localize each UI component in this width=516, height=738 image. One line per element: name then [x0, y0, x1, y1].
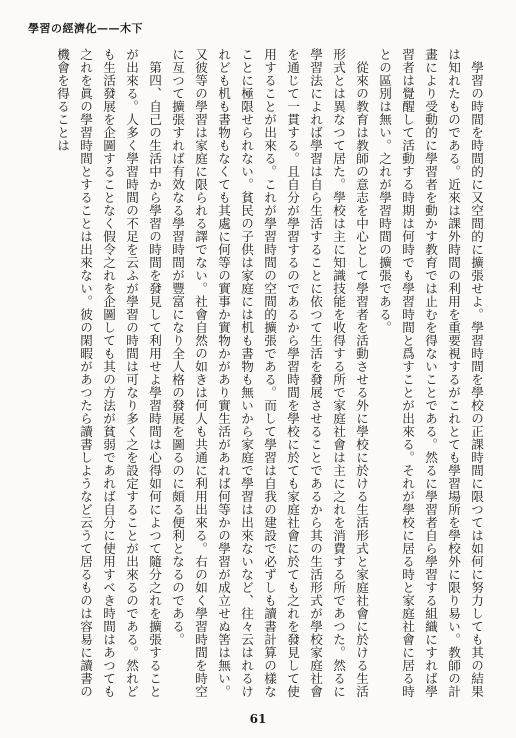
page-number: 61: [249, 712, 267, 726]
paragraph: 第四、自己の生活中から學習の時間を發見して利用せよ學習時間は心得如何によつて隨分之れを擴張することが出來る。人多く學習時間の不足を云ふが學習の時間は可なり多く之を設定することが出來るのである。然れども生活發展を企圖することなく假令之れを企圖しても其の方法が貧弱であれば自分に使用すべき時間はあつても之れを眞の學習時間とすることは出來ない。彼の閑暇があつたら讀書しようなど云うて居るものは容易に讀書の機會を得ることは: [55, 48, 162, 698]
paragraph: 從來の教育は教師の意志を中心として學習者を活動させる外に學校に於ける生活形式と家庭社會に於ける生活形式とは異なつて居た。學校は主に知識技能を收得する所で家庭社會は主に之れを消費する所であつた。然るに學習法によれば學習は自ら生活することに依つて生活を發展させることであるから其の生活形式が學校家庭社會を通じて一貫する。且自分が學習するのであるから學習時間を學校に於ても家庭社會に於ても之れを發見して使用することが出來る。これが學習時間の空間的擴張である。而して學習は自我の建設で必ずしも讀書計算の樣なことに極限せられない。貧民の子供は家庭には机も書物も無いから家庭で學習は出來ないなど、往々云はれるけれども机も書物もなくても其處に何等の實事か實物かがあり實生活があれば何等かの學習が成立せぬ筈は無い。又彼等の學習は家庭に限られる譯でない。社會自然の如きは何人も共通に利用出來る。右の如く學習時間を時空に亙つて擴張すれば有效なる學習時間が豐富になり全人格の發展を圖るのに頗る便利となるのである。: [170, 48, 369, 698]
paragraph: 學習の時間を時間的に又空間的に擴張せよ。學習時間を學校の正課時間に限つては如何に努力しても其の結果は知れたものである。近來は課外時間の利用を重要視するがこれとても學習場所を學校外に限り易い。教師の計畫により受動的に學習者を動かす教育では止むを得ないことである。然るに學習者自ら學習する組織にすれば學習者は覺醒して活動する時期は何時でも學習時間と爲すことが出來る。それが學校に居る時と家庭社會に居る時との區別は無い。之れが學習時間の擴張である。: [377, 48, 484, 698]
running-header: 學習の經濟化——木下: [28, 22, 143, 35]
body-text: [32, 48, 488, 702]
